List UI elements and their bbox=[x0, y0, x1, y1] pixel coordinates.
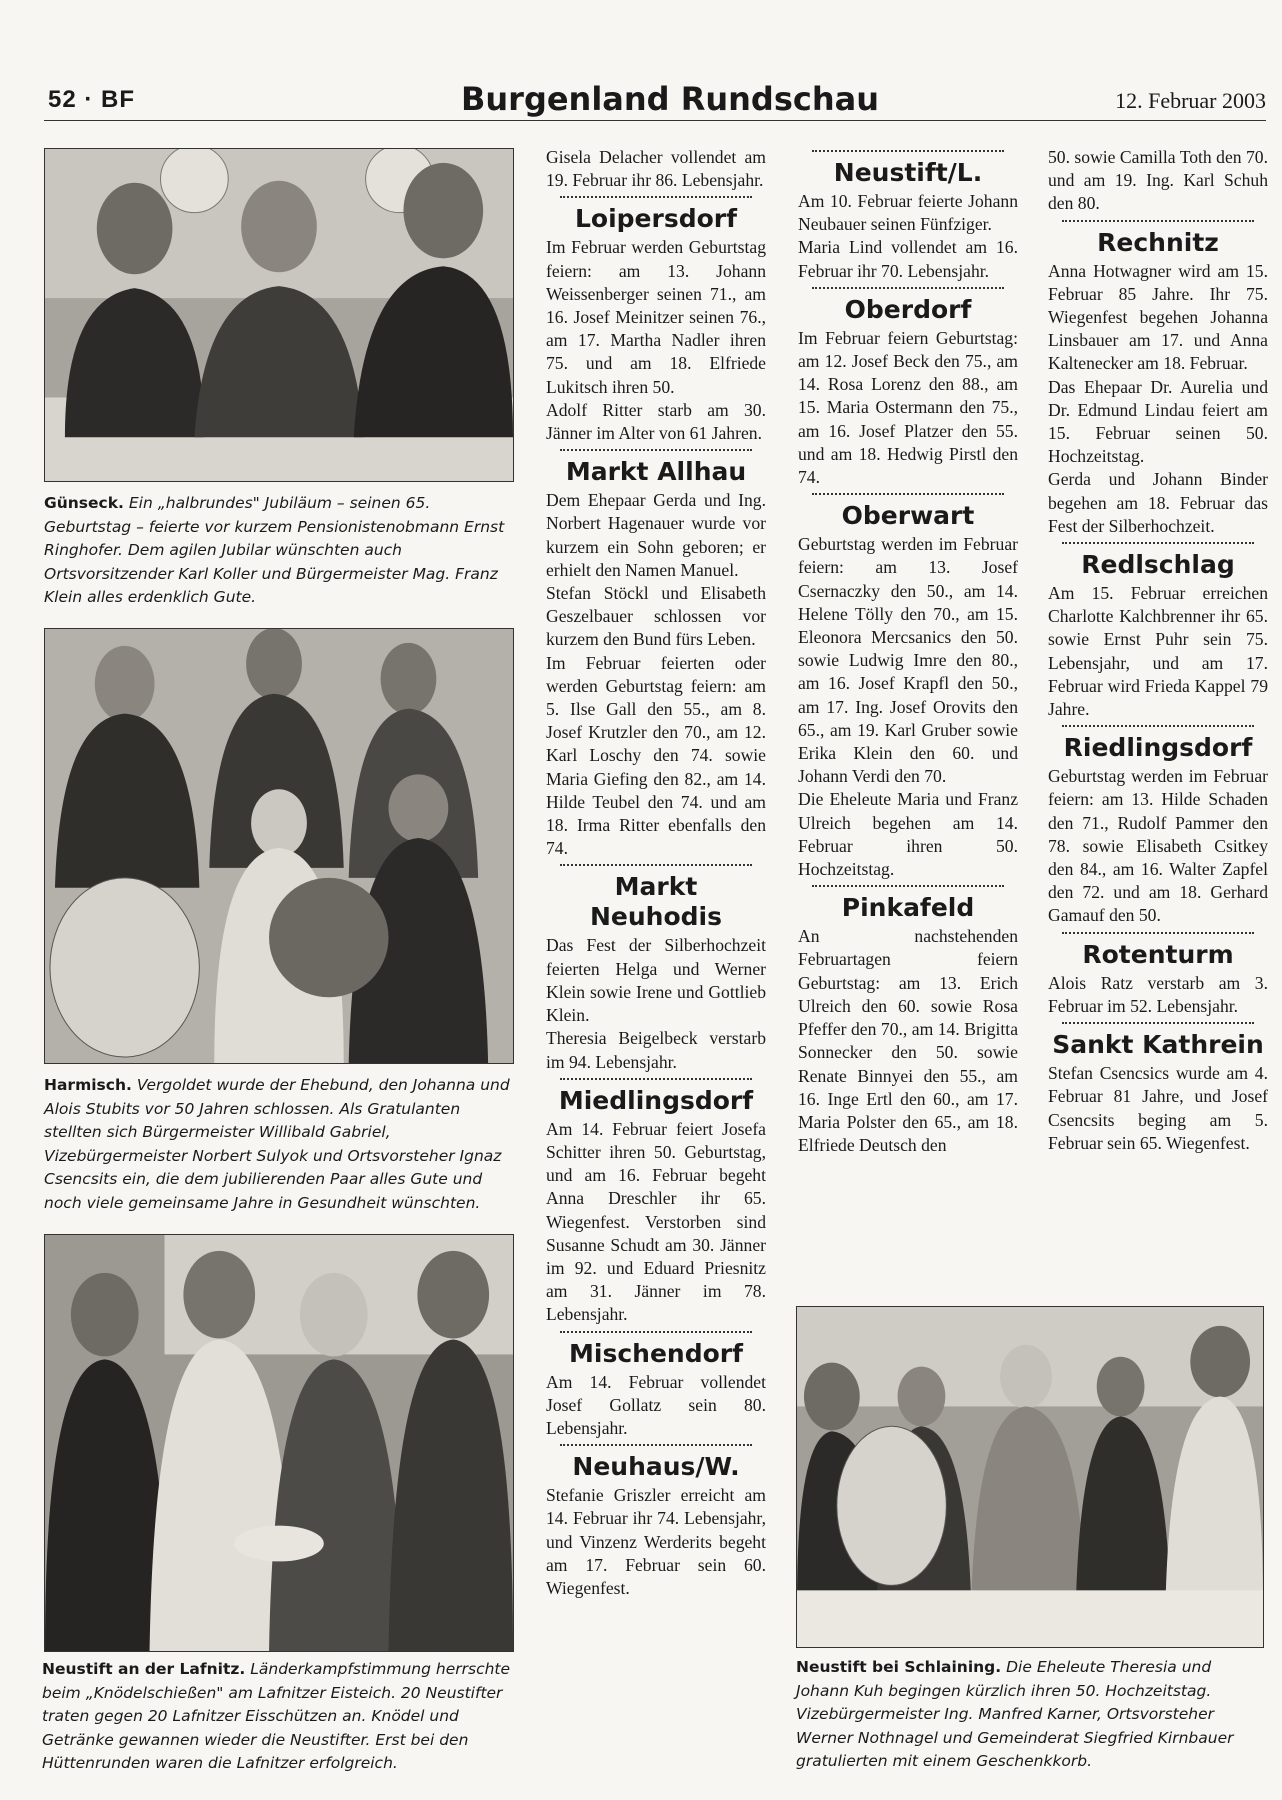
caption-text: Die Eheleute Theresia und Johann Kuh begingen kürzlich ihren 50. Hochzeitstag. Vizebürgermeister Ing. Manfred Karner, Ortsvorsteher Werner Nothnagel und Gemeinderat Siegfried Kirnbauer gratulierten mit einem Geschenkkorb. bbox=[796, 1658, 1234, 1770]
section-title: Miedlingsdorf bbox=[558, 1085, 754, 1115]
section-markt-neuhodis bbox=[546, 864, 766, 1073]
section-riedlingsdorf bbox=[1048, 725, 1268, 927]
section-miedlingsdorf bbox=[546, 1078, 766, 1327]
section-title: Sankt Kathrein bbox=[1052, 1030, 1264, 1060]
paragraph: Am 10. Februar feierte Johann Neubauer seinen Fünfziger. bbox=[798, 191, 1018, 235]
paragraph: Alois Ratz verstarb am 3. Februar im 52. Lebensjahr. bbox=[1048, 972, 1268, 1016]
paragraph: Dem Ehepaar Gerda und Ing. Norbert Hagenauer wurde vor kurzem ein Sohn geboren; er erhielt den Namen Manuel. bbox=[546, 490, 766, 580]
caption-place: Neustift bei Schlaining. bbox=[796, 1658, 1002, 1676]
paragraph: Die Eheleute Maria und Franz Ulreich begehen am 14. Februar ihren 50. Hochzeitstag. bbox=[798, 789, 1018, 880]
paragraph: Im Februar werden Geburtstag feiern: am 13. Johann Weissenberger seinen 71., am 16. Josef Meinitzer seinen 76., am 17. Martha Nadler ihren 75. und am 18. Elfriede Lukitsch ihren 50. bbox=[546, 237, 766, 397]
paragraph: An nachstehenden Februartagen feiern Geburtstag: am 13. Erich Ulreich den 60. sowie Rosa Pfeffer den 70., am 14. Brigitta Sonnecker den 50. sowie Renate Binnyei den 55., am 16. Inge Ertl den 60., am 17. Maria Polster den 65., am 18. Elfriede Deutsch den bbox=[798, 926, 1018, 1156]
section-oberwart bbox=[798, 493, 1018, 881]
paragraph: Stefan Stöckl und Elisabeth Geszelbauer schlossen vor kurzem den Bund fürs Leben. bbox=[546, 583, 766, 650]
paragraph: Geburtstag werden im Februar feiern: am 13. Josef Csernaczky den 50., am 14. Helene Tölly den 70., am 15. Eleonora Mercsanics den 50. sowie Ludwig Imre den 80., am 16. Josef Krapfl den 50., am 17. Ing. Josef Orovits den 65., am 19. Karl Gruber sowie Erika Klein den 60. und Johann Verdi den 70. bbox=[798, 534, 1018, 787]
section-title: Rechnitz bbox=[1097, 227, 1219, 257]
paragraph: Stefan Csencsics wurde am 4. Februar 81 Jahre, und Josef Csencsits beging am 5. Februar sein 65. Wiegenfest. bbox=[1048, 1063, 1268, 1153]
section-title: Loipersdorf bbox=[574, 204, 737, 234]
section-oberdorf bbox=[798, 287, 1018, 489]
issue-date: 12. Februar 2003 bbox=[1115, 88, 1266, 113]
photo-harmisch bbox=[44, 628, 514, 1064]
lead-paragraph: Gisela Delacher vollendet am 19. Februar ihr 86. Lebensjahr. bbox=[546, 147, 766, 191]
paragraph: Im Februar feierten oder werden Geburtstag feiern: am 5. Ilse Gall den 55., am 8. Josef Krutzler den 70., am 12. Karl Loschy den 74. sowie Maria Giefing den 82., am 14. Hilde Teubel den 74. und am 18. Irma Ritter ebenfalls den 74. bbox=[546, 652, 766, 859]
section-title: Neustift/L. bbox=[833, 158, 983, 187]
section-neuhaus bbox=[546, 1444, 766, 1600]
caption-place: Harmisch. bbox=[44, 1076, 132, 1094]
caption-harmisch bbox=[44, 1074, 516, 1215]
section-title: Riedlingsdorf bbox=[1063, 733, 1253, 763]
paragraph: Adolf Ritter starb am 30. Jänner im Alter von 61 Jahren. bbox=[546, 399, 766, 444]
header-rule bbox=[44, 120, 1266, 121]
section-redlschlag bbox=[1048, 542, 1268, 721]
caption-text: Vergoldet wurde der Ehebund, den Johanna und Alois Stubits vor 50 Jahren schlossen. Als Gratulanten stellten sich Bürgermeister Willibald Gabriel, Vizebürgermeister Norbert Sulyok und Ortsvorsteher Ignaz Csencsits ein, die dem jubilierenden Paar alles Gute und noch viele gemeinsame Jahre in Gesundheit wünschten. bbox=[44, 1076, 510, 1212]
section-title: Markt Allhau bbox=[565, 457, 747, 487]
section-mischendorf bbox=[546, 1331, 766, 1441]
paragraph: Theresia Beigelbeck verstarb im 94. Lebensjahr. bbox=[546, 1028, 766, 1072]
section-title: Markt Neuhodis bbox=[590, 872, 722, 932]
section-title: Neuhaus/W. bbox=[572, 1452, 740, 1482]
paragraph: Geburtstag werden im Februar feiern: am 13. Hilde Schaden den 71., Rudolf Pammer den 78. sowie Elisabeth Csitkey den 84., am 16. Walter Zapfel den 72. und am 18. Gerhard Gamauf den 50. bbox=[1048, 766, 1268, 926]
caption-place: Günseck. bbox=[44, 494, 124, 512]
section-title: Redlschlag bbox=[1081, 550, 1235, 580]
section-rechnitz bbox=[1048, 220, 1268, 538]
section-markt-allhau bbox=[546, 449, 766, 860]
caption-guenseck bbox=[44, 492, 516, 610]
caption-neustift-lafnitz bbox=[42, 1658, 518, 1776]
section-rotenturm bbox=[1048, 932, 1268, 1018]
paragraph: Stefanie Griszler erreicht am 14. Februar ihr 74. Lebensjahr, und Vinzenz Werderits begeht am 17. Februar sein 60. Wiegenfest. bbox=[546, 1485, 766, 1598]
section-title: Mischendorf bbox=[569, 1338, 743, 1368]
section-neustift-l bbox=[798, 150, 1018, 283]
paragraph: Das Ehepaar Dr. Aurelia und Dr. Edmund Lindau feiert am 15. Februar seinen 50. Hochzeitstag. bbox=[1048, 376, 1268, 467]
caption-text: Länderkampfstimmung herrschte beim „Knödelschießen" am Lafnitzer Eisteich. 20 Neustifter traten gegen 20 Lafnitzer Eisschützen an. Knödel und Getränke gewannen wieder die Neustifter. Erst bei den Hüttenrunden waren die Lafnitzer erfolgreich. bbox=[42, 1660, 511, 1772]
paragraph: Am 15. Februar erreichen Charlotte Kalchbrenner ihr 65. sowie Ernst Puhr sein 75. Lebensjahr, und am 17. Februar wird Frieda Kappel 79 Jahre. bbox=[1048, 583, 1268, 720]
paragraph: Das Fest der Silberhochzeit feierten Helga und Werner Klein sowie Irene und Gottlieb Klein. bbox=[546, 935, 766, 1026]
paragraph: Am 14. Februar feiert Josefa Schitter ihren 50. Geburtstag, und am 16. Februar begeht Anna Dreschler ihr 65. Wiegenfest. Verstorben sind Susanne Schudt am 30. Jänner im 92. und Eduard Priesnitz am 31. Jänner im 78. Lebensjahr. bbox=[546, 1118, 766, 1325]
section-title: Rotenturm bbox=[1082, 939, 1234, 969]
newspaper-title: Burgenland Rundschau bbox=[460, 80, 879, 118]
page-number: 52 · BF bbox=[48, 86, 136, 113]
column-3 bbox=[1048, 146, 1268, 1155]
caption-neustift-schlaining bbox=[796, 1656, 1266, 1774]
section-pinkafeld bbox=[798, 885, 1018, 1157]
paragraph: Im Februar feiern Geburtstag: am 12. Josef Beck den 75., am 14. Rosa Lorenz den 88., am 15. Maria Ostermann den 75., am 16. Josef Platzer den 55. und am 18. Hedwig Pirstl den 74. bbox=[798, 327, 1018, 488]
paragraph: Am 14. Februar vollendet Josef Gollatz sein 80. Lebensjahr. bbox=[546, 1371, 766, 1438]
paragraph: Anna Hotwagner wird am 15. Februar 85 Jahre. Ihr 75. Wiegenfest begehen Johanna Linsbauer am 17. und Anna Kaltenecker am 18. Februar. bbox=[1048, 260, 1268, 374]
section-title: Oberdorf bbox=[844, 294, 972, 324]
paragraph: Gerda und Johann Binder begehen am 18. Februar das Fest der Silberhochzeit. bbox=[1048, 469, 1268, 536]
paragraph: Maria Lind vollendet am 16. Februar ihr 70. Lebensjahr. bbox=[798, 237, 1018, 281]
section-title: Oberwart bbox=[841, 501, 975, 531]
photo-neustift-schlaining bbox=[796, 1306, 1264, 1648]
section-loipersdorf bbox=[546, 196, 766, 445]
caption-text: Ein „halbrundes" Jubiläum – seinen 65. Geburtstag – feierte vor kurzem Pensionistenobmann Ernst Ringhofer. Dem agilen Jubilar wünschten auch Ortsvorsitzender Karl Koller und Bürgermeister Mag. Franz Klein alles erdenklich Gute. bbox=[44, 494, 505, 606]
lead-paragraph: 50. sowie Camilla Toth den 70. und am 19. Ing. Karl Schuh den 80. bbox=[1048, 147, 1268, 214]
caption-place: Neustift an der Lafnitz. bbox=[42, 1660, 246, 1678]
photo-neustift-lafnitz bbox=[44, 1234, 514, 1652]
column-1 bbox=[546, 146, 766, 1600]
section-sankt-kathrein bbox=[1048, 1022, 1268, 1155]
column-2 bbox=[798, 146, 1018, 1157]
section-title: Pinkafeld bbox=[841, 893, 975, 923]
photo-guenseck bbox=[44, 148, 514, 482]
